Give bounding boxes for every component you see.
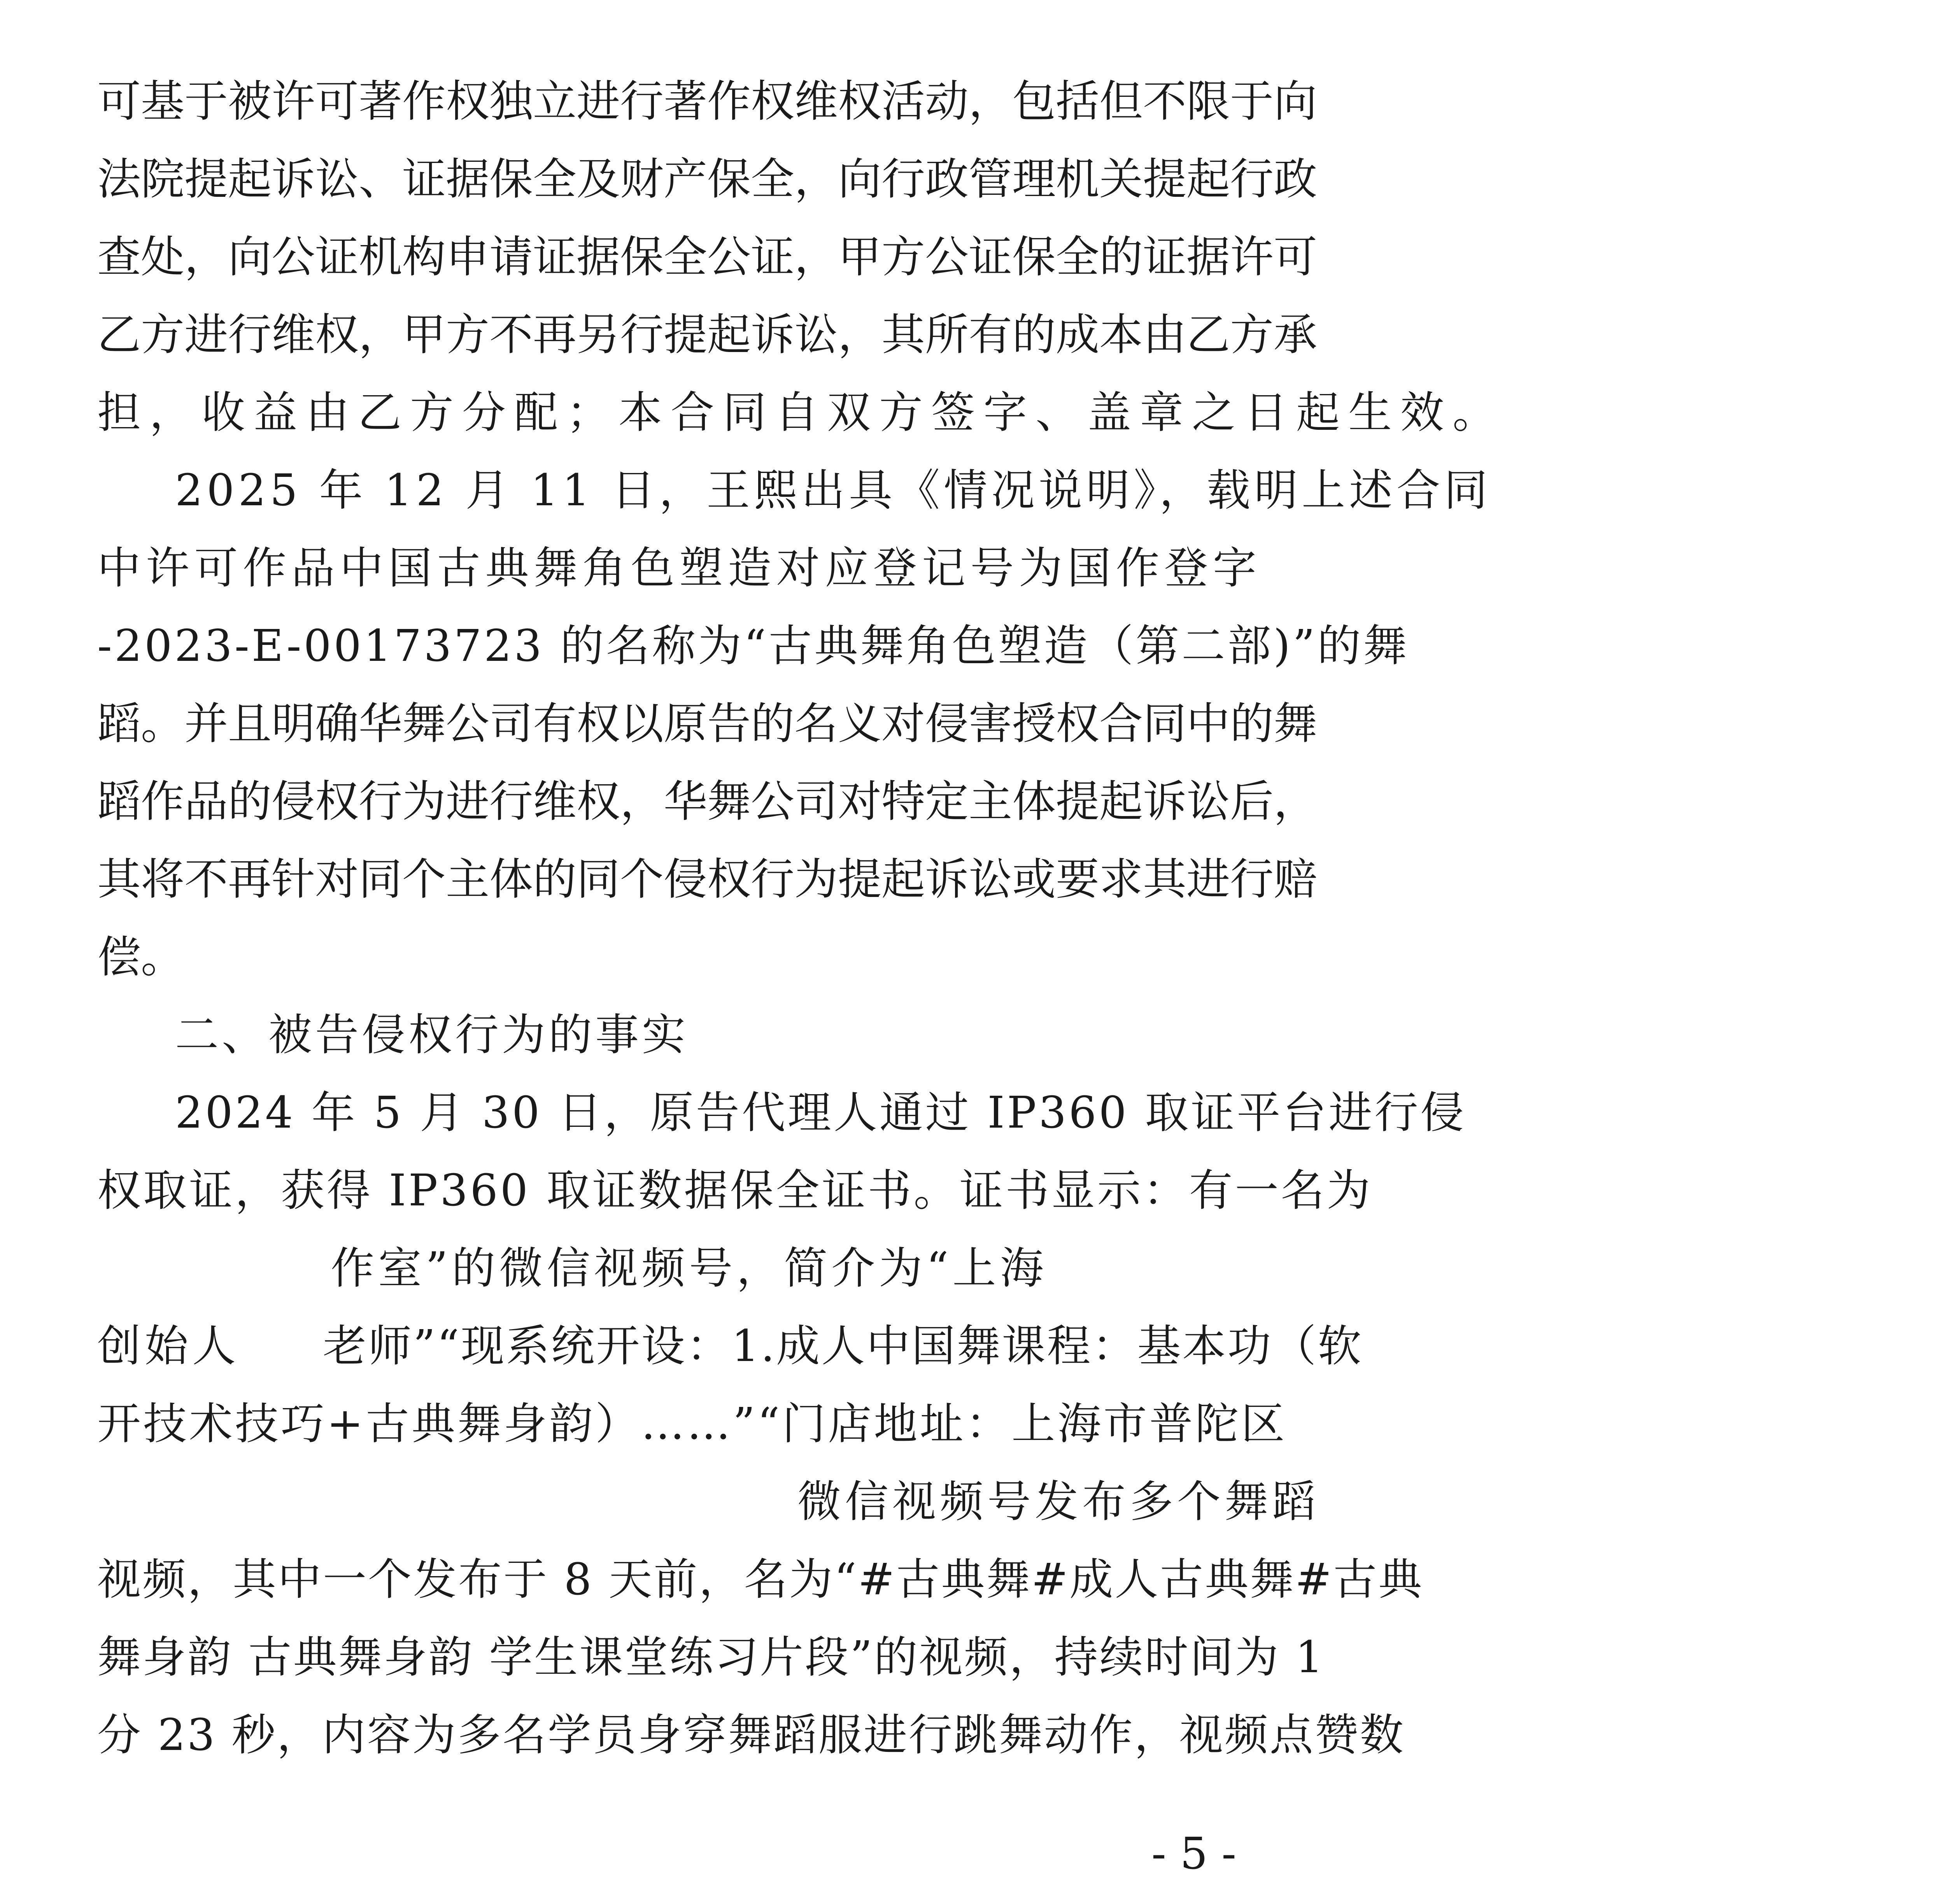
section-heading: 二、被告侵权行为的事实 xyxy=(175,1010,689,1060)
text-line: -2023-E-00173723 的名称为“古典舞角色塑造（第二部)”的舞 xyxy=(97,621,1409,671)
text-line: 作室”的微信视频号，简介为“上海 xyxy=(331,1243,1048,1294)
text-line: 法 院 提 起 诉 讼 、 证 据 保 全 及 财 产 保 全 ， 向 行 政 管 理 机 关 提 起 行 政 xyxy=(97,154,1317,205)
text-line: 2025 年 12 月 11 日，王熙出具《情况说明》，载明上述合同 xyxy=(175,465,1492,516)
text-line: 2024 年 5 月 30 日，原告代理人通过 IP360 取证平台进行侵 xyxy=(175,1088,1467,1138)
text-line: 分 23 秒，内容为多名学员身穿舞蹈服进行跳舞动作，视频点赞数 xyxy=(97,1710,1405,1760)
page-number: - 5 - xyxy=(1151,1829,1237,1879)
text-line: 视频，其中一个发布于 8 天前，名为“#古典舞#成人古典舞#古典 xyxy=(97,1554,1424,1605)
text-line: 可 基 于 被 许 可 著 作 权 独 立 进 行 著 作 权 维 权 活 动 ， 包 括 但 不 限 于 向 xyxy=(97,76,1317,127)
text-line: 创始人 xyxy=(97,1321,240,1372)
text-line: 中 许 可 作 品 中 国 古 典 舞 角 色 塑 造 对 应 登 记 号 为 国 作 登 字 xyxy=(97,543,1256,594)
text-line: 微信视频号发布多个舞蹈 xyxy=(797,1477,1319,1527)
text-line: 担，收益由乙方分配；本合同自双方签字、盖章之日起生效。 xyxy=(97,387,1505,438)
text-line: 查 处 ， 向 公 证 机 构 申 请 证 据 保 全 公 证 ， 甲 方 公 证 保 全 的 证 据 许 可 xyxy=(97,232,1317,282)
text-line: 蹈 。 并 且 明 确 华 舞 公 司 有 权 以 原 告 的 名 义 对 侵 害 授 权 合 同 中 的 舞 xyxy=(97,699,1317,749)
text-line: 老师”“现系统开设：1.成人中国舞课程：基本功（软 xyxy=(323,1321,1363,1372)
text-line: 开技术技巧+古典舞身韵）……”“门店地址：上海市普陀区 xyxy=(97,1399,1287,1449)
text-line: 偿。 xyxy=(97,932,184,983)
text-line: 舞身韵 古典舞身韵 学生课堂练习片段”的视频，持续时间为 1 xyxy=(97,1632,1325,1683)
text-line: 蹈 作 品 的 侵 权 行 为 进 行 维 权 ， 华 舞 公 司 对 特 定 主 体 提 起 诉 讼 后 ， xyxy=(97,776,1317,827)
text-line: 其 将 不 再 针 对 同 个 主 体 的 同 个 侵 权 行 为 提 起 诉 讼 或 要 求 其 进 行 赔 xyxy=(97,854,1317,905)
text-line: 乙 方 进 行 维 权 ， 甲 方 不 再 另 行 提 起 诉 讼 ， 其 所 有 的 成 本 由 乙 方 承 xyxy=(97,310,1317,360)
text-line: 权取证，获得 IP360 取证数据保全证书。证书显示：有一名为 xyxy=(97,1165,1373,1216)
